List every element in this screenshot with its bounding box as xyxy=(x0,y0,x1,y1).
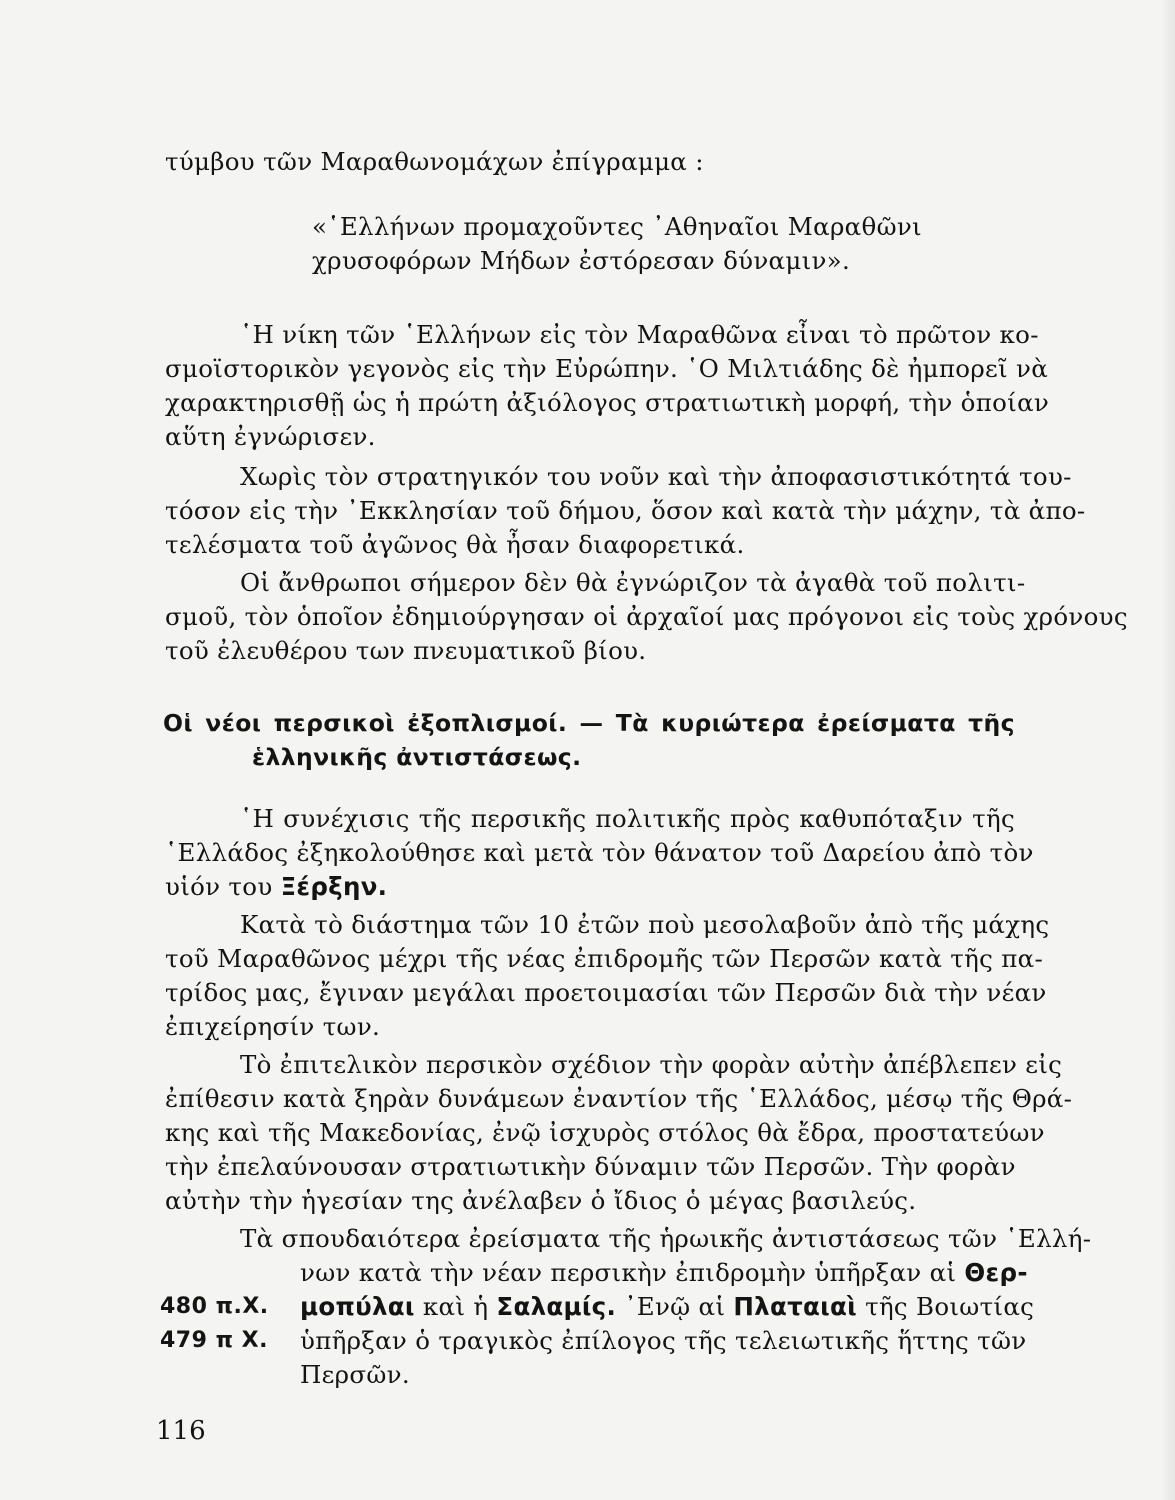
epigram-line: «῾Ελλήνων προμαχοῦντες ᾿Αθηναῖοι Μαραθῶνι xyxy=(312,212,922,241)
text-line: ἐπίθεσιν κατὰ ξηρὰν δυνάμεων ἐναντίον τῆς ῾Ελλάδος, μέσῳ τῆς Θρά- xyxy=(165,1084,1073,1113)
margin-date-note: 479 π Χ. xyxy=(160,1328,268,1353)
text-line: ἐπιχείρησίν των. xyxy=(165,1012,381,1041)
text-line: Περσῶν. xyxy=(300,1360,410,1389)
text-line: σμοῦ, τὸν ὁποῖον ἐδημιούργησαν οἱ ἀρχαῖοί μας πρόγονοι εἰς τοὺς χρόνους xyxy=(165,602,1128,631)
text-line: Χωρὶς τὸν στρατηγικόν του νοῦν καὶ τὴν ἀποφασιστικότητά του- xyxy=(240,462,1072,491)
text-line: τοῦ Μαραθῶνος μέχρι τῆς νέας ἐπιδρομῆς τῶν Περσῶν κατὰ τῆς πα- xyxy=(165,944,1044,973)
text-line: ῾Ελλάδος ἐξηκολούθησε καὶ μετὰ τὸν θάνατον τοῦ Δαρείου ἀπὸ τὸν xyxy=(165,838,1034,867)
text-span: καὶ ἡ xyxy=(422,1292,489,1321)
text-line: ὑπῆρξαν ὁ τραγικὸς ἐπίλογος τῆς τελειωτικῆς ἥττης τῶν xyxy=(300,1326,1027,1355)
bold-name: Θερ- xyxy=(964,1258,1028,1287)
text-line: τοῦ ἐλευθέρου των πνευματικοῦ βίου. xyxy=(165,636,647,665)
text-line: Τὸ ἐπιτελικὸν περσικὸν σχέδιον τὴν φορὰν αὐτὴν ἀπέβλεπεν εἰς xyxy=(240,1050,1063,1079)
text-line: αὐτὴν τὴν ἡγεσίαν της ἀνέλαβεν ὁ ἴδιος ὁ μέγας βασιλεύς. xyxy=(165,1186,917,1215)
text-line: Τὰ σπουδαιότερα ἐρείσματα τῆς ἡρωικῆς ἀντιστάσεως τῶν ῾Ελλή- xyxy=(240,1224,1092,1253)
text-line: Οἱ ἄνθρωποι σήμερον δὲν θὰ ἐγνώριζον τὰ ἀγαθὰ τοῦ πολιτι- xyxy=(240,568,1026,597)
text-line: τόσον εἰς τὴν ᾿Εκκλησίαν τοῦ δήμου, ὅσον καὶ κατὰ τὴν μάχην, τὰ ἀπο- xyxy=(165,496,1086,525)
text-span: νων κατὰ τὴν νέαν περσικὴν ἐπιδρομὴν ὑπῆρξαν αἱ xyxy=(300,1258,957,1287)
page-number: 116 xyxy=(156,1416,206,1446)
text-span: ᾿Ενῷ αἱ xyxy=(624,1292,726,1321)
text-line: χαρακτηρισθῇ ὡς ἡ πρώτη ἀξιόλογος στρατιωτικὴ μορφή, τὴν ὁποίαν xyxy=(165,388,1050,417)
text-line: ῾Η συνέχισις τῆς περσικῆς πολιτικῆς πρὸς καθυπόταξιν τῆς xyxy=(240,804,1015,833)
text-line: αὕτη ἐγνώρισεν. xyxy=(165,422,376,451)
text-line: Κατὰ τὸ διάστημα τῶν 10 ἐτῶν ποὺ μεσολαβοῦν ἀπὸ τῆς μάχης xyxy=(240,910,1050,939)
section-heading: ἑλληνικῆς ἀντιστάσεως. xyxy=(252,743,582,771)
bold-name: μοπύλαι xyxy=(300,1292,415,1321)
text-span: τῆς Βοιωτίας xyxy=(865,1292,1035,1321)
text-line: κης καὶ τῆς Μακεδονίας, ἐνῷ ἰσχυρὸς στόλος θὰ ἔδρα, προστατεύων xyxy=(165,1118,1045,1147)
bold-name: Πλαταιαὶ xyxy=(733,1292,857,1321)
text-line: τελέσματα τοῦ ἀγῶνος θὰ ἦσαν διαφορετικά. xyxy=(165,530,745,559)
text-line: τὴν ἐπελαύνουσαν στρατιωτικὴν δύναμιν τῶν Περσῶν. Τὴν φορὰν xyxy=(165,1152,1016,1181)
text-line xyxy=(300,1256,1028,1290)
text-line xyxy=(165,870,387,904)
text-line: τρίδος μας, ἔγιναν μεγάλαι προετοιμασίαι τῶν Περσῶν διὰ τὴν νέαν xyxy=(165,978,1047,1007)
text-line: τύμβου τῶν Μαραθωνομάχων ἐπίγραμμα : xyxy=(165,147,704,176)
epigram-line: χρυσοφόρων Μήδων ἐστόρεσαν δύναμιν». xyxy=(312,246,851,275)
margin-date-note: 480 π.Χ. xyxy=(160,1294,269,1319)
text-line xyxy=(300,1290,1035,1324)
section-heading: Οἱ νέοι περσικοὶ ἐξοπλισμοί. — Τὰ κυριώτερα ἐρείσματα τῆς xyxy=(163,709,1015,737)
text-line: ῾Η νίκη τῶν ῾Ελλήνων εἰς τὸν Μαραθῶνα εἶναι τὸ πρῶτον κο- xyxy=(240,320,1039,349)
text-span: υἱόν του xyxy=(165,872,273,901)
page-edge-shadow xyxy=(1160,0,1175,1500)
bold-name: Σαλαμίς. xyxy=(496,1292,617,1321)
text-line: σμοϊστορικὸν γεγονὸς εἰς τὴν Εὐρώπην. ῾Ο Μιλτιάδης δὲ ἠμπορεῖ νὰ xyxy=(165,354,1049,383)
bold-name: Ξέρξην. xyxy=(280,872,388,901)
